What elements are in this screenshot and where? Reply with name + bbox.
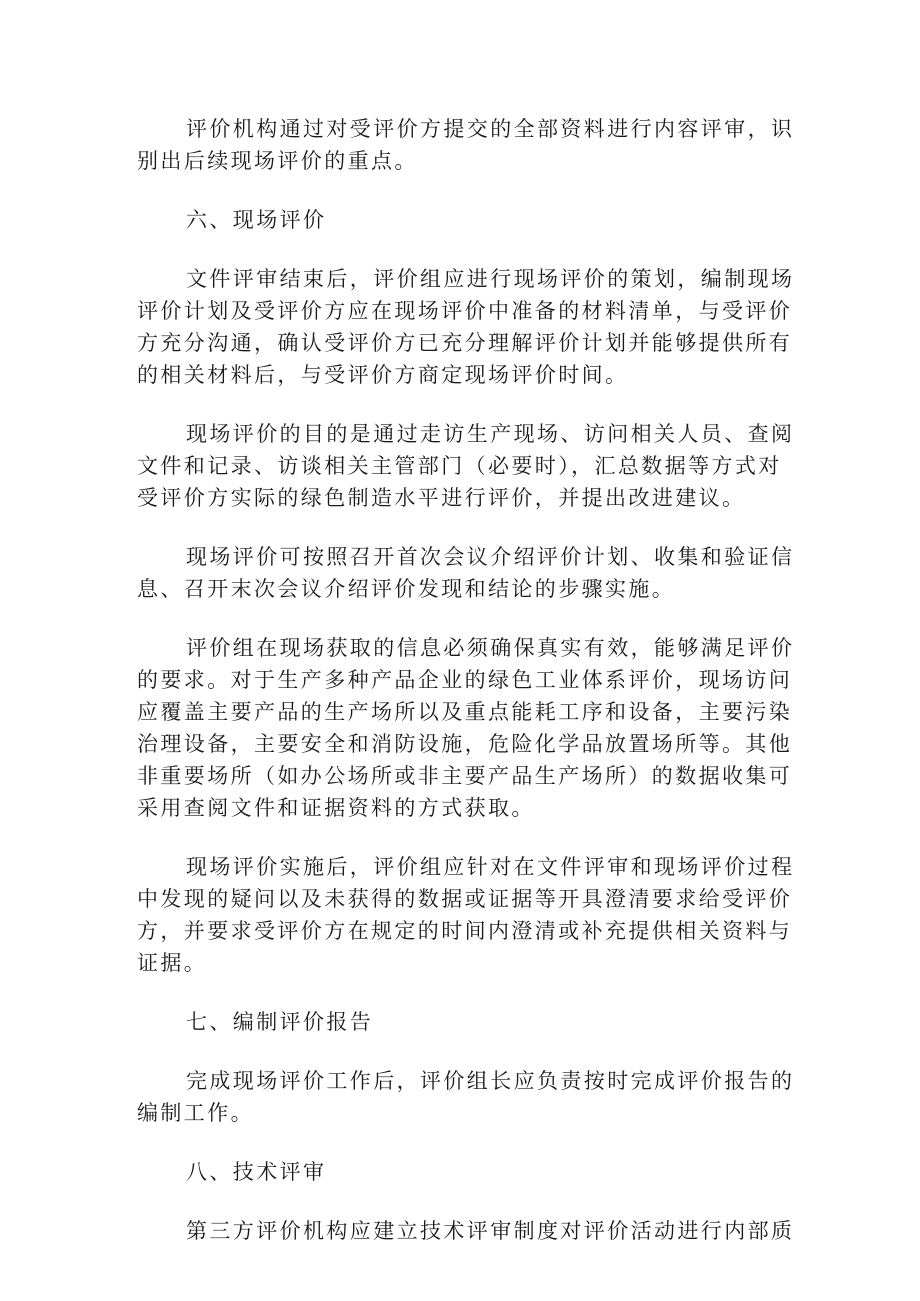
text-line: 编制工作。: [137, 1101, 254, 1125]
text-line: 方充分沟通，确认受评价方已充分理解评价计划并能够提供所有: [137, 331, 793, 355]
text-line: 现场评价可按照召开首次会议介绍评价计划、收集和验证信: [186, 545, 795, 569]
text-line: 评价计划及受评价方应在现场评价中准备的材料清单，与受评价: [137, 299, 793, 323]
paragraph-report-writing: [137, 1065, 795, 1129]
paragraph-onsite-purpose: [137, 418, 795, 514]
text-line: 证据。: [137, 951, 208, 975]
text-line: 的相关材料后，与受评价方商定现场评价时间。: [137, 363, 629, 387]
paragraph-onsite-planning: [137, 263, 795, 391]
paragraph-technical-review: [137, 1215, 795, 1247]
paragraph-content-review: [137, 113, 795, 177]
text-line: 现场评价实施后，评价组应针对在文件评审和现场评价过程: [186, 855, 795, 879]
section-heading-7: 七、编制评价报告: [186, 1010, 374, 1034]
text-line: 采用查阅文件和证据资料的方式获取。: [137, 796, 535, 820]
text-line: 中发现的疑问以及未获得的数据或证据等开具澄清要求给受评价: [137, 887, 793, 911]
text-line: 的要求。对于生产多种产品企业的绿色工业体系评价，现场访问: [137, 668, 793, 692]
text-line: 文件和记录、访谈相关主管部门（必要时），汇总数据等方式对: [137, 454, 782, 478]
text-line: 受评价方实际的绿色制造水平进行评价，并提出改进建议。: [137, 486, 746, 510]
text-line: 现场评价的目的是通过走访生产现场、访问相关人员、查阅: [186, 422, 795, 446]
paragraph-onsite-information: [137, 632, 795, 824]
text-line: 完成现场评价工作后，评价组长应负责按时完成评价报告的: [186, 1069, 795, 1093]
paragraph-clarification: [137, 851, 795, 979]
paragraph-onsite-steps: [137, 541, 795, 605]
text-line: 息、召开末次会议介绍评价发现和结论的步骤实施。: [137, 577, 676, 601]
text-line: 非重要场所（如办公场所或非主要产品生产场所）的数据收集可: [137, 764, 793, 788]
text-line: 方，并要求受评价方在规定的时间内澄清或补充提供相关资料与: [137, 919, 793, 943]
section-heading-6: 六、现场评价: [186, 208, 327, 232]
text-line: 评价组在现场获取的信息必须确保真实有效，能够满足评价: [186, 636, 795, 660]
text-line: 第三方评价机构应建立技术评审制度对评价活动进行内部质: [186, 1219, 795, 1243]
text-line: 别出后续现场评价的重点。: [137, 149, 418, 173]
text-line: 治理设备，主要安全和消防设施，危险化学品放置场所等。其他: [137, 732, 793, 756]
section-heading-8: 八、技术评审: [186, 1160, 327, 1184]
text-line: 应覆盖主要产品的生产场所以及重点能耗工序和设备，主要污染: [137, 700, 793, 724]
document-page: [137, 113, 795, 1274]
text-line: 评价机构通过对受评价方提交的全部资料进行内容评审，识: [186, 117, 795, 141]
text-line: 文件评审结束后，评价组应进行现场评价的策划，编制现场: [186, 267, 795, 291]
